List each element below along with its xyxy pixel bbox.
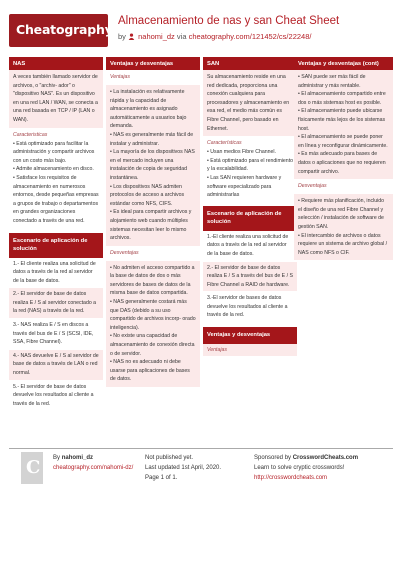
footer-author-url[interactable]: cheatography.com/nahomi-dz/ <box>53 465 134 471</box>
footer-divider <box>9 448 393 449</box>
san-escenario-step: 1.-El cliente realiza una solicitud de datos a través de la red al servidor de la base de datos. <box>203 231 297 262</box>
author-avatar[interactable] <box>21 452 43 484</box>
desventaja-item: • No admiten el acceso compartido a la base de datos de dos o más servidores de bases de datos de la misma base de datos compartida. <box>110 264 195 297</box>
desventajas-san-body <box>294 194 393 260</box>
nas-escenario-step: 5.- El servidor de base de datos devuelve los resultados al cliente a través de la red. <box>9 381 103 412</box>
logo-text: Cheatography <box>16 22 113 37</box>
desventajas-nas-title-box <box>106 246 200 261</box>
nas-escenario-step: 2.- El servidor de base de datos realiza E / S al servidor conectado a la red (NAS) a través de la red. <box>9 288 103 319</box>
nas-caract-item: • Admite almacenamiento en disco. <box>13 166 94 173</box>
san-caract-item: • Está optimizado para el rendimiento y la escalabilidad. <box>207 157 294 173</box>
avatar-letter-icon: C <box>26 457 41 478</box>
footer-author <box>53 453 133 473</box>
san-caract-item: • Usan medios Fibre Channel. <box>207 149 276 156</box>
ventaja-item: • NAS es generalmente más fácil de instalar y administrar. <box>110 131 194 147</box>
desventaja-item: • Requiere más planificación, incluido el diseño de una red Fibre Channel y selección / instalación de software de gestión SAN. <box>298 198 385 230</box>
nas-intro <box>9 70 103 128</box>
by-label: by <box>118 32 126 41</box>
desventajas-san-title-box <box>294 179 393 194</box>
san-ventajas-title: Ventajas <box>203 344 297 356</box>
sponsor-url[interactable]: http://crosswordcheats.com <box>254 475 328 481</box>
nas-escenario-step: 3.- NAS realiza E / S en discos a través del bus de E / S (SCSI, IDE, SSA, Fibre Channel). <box>9 319 103 350</box>
via-label: via <box>176 32 187 41</box>
ventaja-item: • El almacenamiento se puede poner en línea y reconfigurar dinámicamente. <box>298 134 388 149</box>
column-ventajas-san <box>294 57 393 260</box>
san-intro <box>203 70 297 136</box>
san-escenario-step: 3.-El servidor de bases de datos devuelve los resultados al cliente a través de la red. <box>203 292 297 323</box>
sponsor-name[interactable]: CrosswordCheats.com <box>292 455 359 461</box>
nas-caract-title: Caracteristicas <box>13 131 48 138</box>
author-link[interactable]: nahomi_dz <box>138 32 175 41</box>
san-caract-item: • Las SAN requieren hardware y software especializado para administrarlas <box>207 174 282 199</box>
ventaja-item: • Es ideal para compartir archivos y alojamiento web cuando múltiples sistemas necesitan leer lo mismo archivos. <box>110 209 192 242</box>
section-header-san-ventajas: Ventajas y desventajas <box>203 327 297 344</box>
san-caract-title: Características <box>207 140 242 147</box>
ventaja-item: • Los dispositivos NAS admiten protocolos de acceso a archivos estándar como NFS, CIFS. <box>110 183 185 207</box>
section-header-ventajas: Ventajas y desventajas <box>106 57 200 70</box>
sponsor-tagline: Learn to solve cryptic crosswords! <box>254 465 345 471</box>
last-updated: Last updated 1st April, 2020. <box>145 465 222 471</box>
desventaja-item: • NAS generalmente costará más que DAS (debido a su uso compartido de archivos incorp- orado inteligencia). <box>110 299 196 331</box>
section-header-ventajas-cont: Ventajas y desventajas (cont) <box>294 57 393 70</box>
san-intro-text: Su almacenamiento reside en una red dedicada, proporciona una conexión cualquiera para procesadores y almacenamiento en esa red, el medio más común es Fibre Channel, pero basado en Ethernet. <box>207 74 290 132</box>
san-escenario-step: 2.- El servidor de base de datos realiza E / S a través del bus de E / S Fibre Channel a RAID de hardware. <box>203 262 297 293</box>
nas-intro-text: A veces también llamado servidor de archivos, o "archiv- ador" o "dispositivo NAS". Es un dispositivo en una red LAN / WAN, se conecta a una red basada en TCP / IP (LAN o WAN). <box>13 74 98 123</box>
nas-caract-item: • Satisface los requisitos de almacenamiento en numerosos entornos, desde pequeñas empresas a grupos de trabajo o departamentos en grandes organizaciones conectado a través de una red. <box>13 174 99 224</box>
desventaja-item: • NAS no es adecuado ni debe usarse para aplicaciones de bases de datos. <box>110 359 190 383</box>
footer-by-label: By <box>53 455 61 461</box>
nas-caract-item: • Está optimizado para facilitar la administración y compartir archivos con un costo más bajo. <box>13 140 95 164</box>
desventaja-item: • No existe una capacidad de almacenamiento de conexión directa o de servidor. <box>110 333 195 357</box>
ventaja-item: • SAN puede ser más fácil de administrar y más rentable. <box>298 74 366 89</box>
column-san <box>203 57 297 356</box>
ventaja-item: • La mayoría de los dispositivos NAS en el mercado incluyen una instalación de copia de seguridad instantánea. <box>110 149 195 181</box>
column-nas <box>9 57 103 411</box>
publish-status: Not published yet. <box>145 455 194 461</box>
desventajas-title: Desventajas <box>110 249 139 256</box>
column-ventajas-nas <box>106 57 200 387</box>
byline <box>118 32 311 41</box>
footer-sponsor <box>254 453 358 483</box>
desventajas-title: Desventajas <box>298 183 327 190</box>
section-header-san-escenario: Escenario de aplicación de solución <box>203 206 297 231</box>
desventaja-item: • El intercambio de archivos o datos requiere un sistema de archivo global / NAS como NFS o CIF. <box>298 232 388 256</box>
ventaja-item: • El almacenamiento puede ubicarse físicamente más lejos de los sistemas host. <box>298 108 386 132</box>
ventaja-item: • El almacenamiento compartido entre dos o más sistemas host es posible. <box>298 91 386 106</box>
ventajas-nas-list <box>106 70 200 85</box>
ventajas-title: Ventajas <box>110 74 130 80</box>
section-header-nas: NAS <box>9 57 103 70</box>
nas-caract <box>9 128 103 229</box>
section-header-san: SAN <box>203 57 297 70</box>
section-header-nas-escenario: Escenario de aplicación de solución <box>9 233 103 258</box>
nas-escenario-step: 4.- NAS devuelve E / S al servidor de base de datos a través de LAN o red normal. <box>9 350 103 381</box>
page-title: Almacenamiento de nas y san Cheat Sheet <box>118 15 340 27</box>
ventaja-item: • Es más adecuado para bases de datos o aplicaciones que no requieren compartir archivo. <box>298 151 386 175</box>
ventajas-nas-body <box>106 85 200 246</box>
cheatography-logo[interactable] <box>9 14 113 47</box>
san-caract <box>203 136 297 203</box>
nas-escenario-step: 1.- El cliente realiza una solicitud de datos a través de la red al servidor de la base de datos. <box>9 258 103 289</box>
footer-author-name[interactable]: nahomi_dz <box>61 455 94 461</box>
sheet-url-link[interactable]: cheatography.com/121452/cs/22248/ <box>188 32 312 41</box>
header <box>0 0 400 54</box>
ventajas-san-body <box>294 70 393 179</box>
footer-status <box>145 453 221 483</box>
ventaja-item: • La instalación es relativamente rápida y la capacidad de almacenamiento es asignado automáticamente a usuarios bajo demanda. <box>110 89 187 130</box>
page-count: Page 1 of 1. <box>145 475 178 481</box>
sponsored-label: Sponsored by <box>254 455 292 461</box>
user-icon <box>128 33 135 40</box>
desventajas-nas-body <box>106 261 200 387</box>
